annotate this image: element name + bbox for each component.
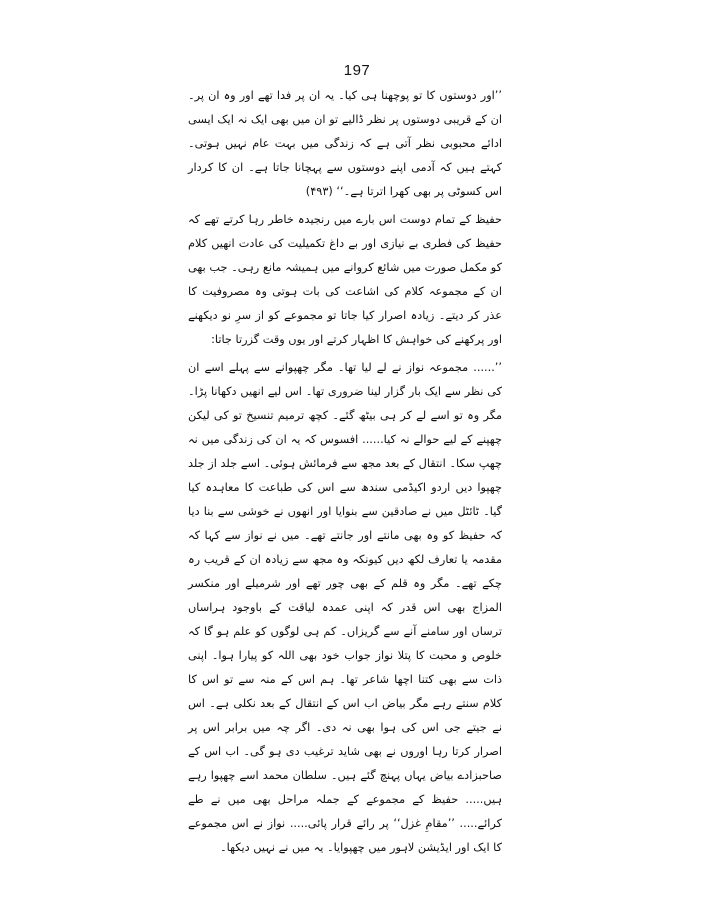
page-number: 197: [343, 62, 371, 79]
body-paragraph: حفیظ کے تمام دوست اس بارے میں رنجیدہ خاطر رہا کرتے تھے کہ حفیظ کی فطری بے نیازی اور بے داغ تکمیلیت کی عادت انھیں کلام کو مکمل صورت میں شائع کروانے میں ہمیشہ مانع رہی۔ جب بھی ان کے مجموعہ کلام کی اشاعت کی بات ہوتی وہ مصروفیت کا عذر کر دیتے۔ زیادہ اصرار کیا جاتا تو مجموعے کو از سرِ نو دیکھنے اور پرکھنے کی خواہش کا اظہار کرتے اور یوں وقت گزرتا جاتا:: [188, 213, 502, 346]
body-text: [188, 84, 502, 860]
quote-paragraph-2: ’’...... مجموعہ نواز نے لے لیا تھا۔ مگر چھپوانے سے پہلے اسے ان کی نظر سے ایک بار گزار لینا ضروری تھا۔ اس لیے انھیں دکھانا پڑا۔ مگر وہ تو اسے لے کر ہی بیٹھ گئے۔ کچھ ترمیم تنسیخ تو کی لیکن چھپنے کے لیے حوالے نہ کیا...... افسوس کہ یہ ان کی زندگی میں نہ چھپ سکا۔ انتقال کے بعد مجھ سے فرمائش ہوئی۔ اسے جلد از جلد چھپوا دیں اردو اکیڈمی سندھ سے اس کی طباعت کا معاہدہ کیا گیا۔ ٹائٹل میں نے صادقین سے بنوایا اور انھوں نے خوشی سے بنا دیا کہ حفیظ کو وہ بھی مانتے اور جانتے تھے۔ میں نے نواز سے کہا کہ مقدمہ یا تعارف لکھ دیں کیونکہ وہ مجھ سے زیادہ ان کے قریب رہ چکے تھے۔ مگر وہ قلم کے بھی چور تھے اور شرمیلے اور منکسر المزاج بھی اس قدر کہ اپنی عمدہ لیاقت کے باوجود ہراساں ترساں اور سامنے آنے سے گریزاں۔ کم ہی لوگوں کو علم ہو گا کہ خلوص و محبت کا پتلا نواز جواب خود بھی اللہ کو پیارا ہوا۔ اپنی ذات سے بھی کتنا اچھا شاعر تھا۔ ہم اس کے منہ سے تو اس کا کلام سنتے رہے مگر بیاض اب اس کے انتقال کے بعد نکلی ہے۔ اس نے جیتے جی اس کی ہوا بھی نہ دی۔ اگر چہ میں برابر اس پر اصرار کرتا رہا اوروں نے بھی شاید ترغیب دی ہو گی۔ اب اس کے صاحبزادے بیاض یہاں پہنچ گئے ہیں۔ سلطان محمد اسے چھپوا رہے ہیں..... حفیظ کے مجموعے کے جملہ مراحل بھی میں نے طے کرائے..... ’’مقامِ غزل‘‘ پر رائے قرار پائی..... نواز نے اس مجموعے کا ایک اور ایڈیشن لاہور میں چھپوایا۔ یہ میں نے نہیں دیکھا۔: [188, 361, 502, 854]
quote-paragraph-1: ’’اور دوستوں کا تو پوچھنا ہی کیا۔ یہ ان پر فدا تھے اور وہ ان پر۔ ان کے قریبی دوستوں پر نظر ڈالیے تو ان میں بھی ایک نہ ایک ایسی ادائے محبوبی نظر آتی ہے کہ زندگی میں بہت عام نہیں ہوتی۔ کہتے ہیں کہ آدمی اپنے دوستوں سے پہچانا جاتا ہے۔ ان کا کردار اس کسوٹی پر بھی کھرا اترتا ہے۔‘‘ (۴۹۳): [188, 89, 502, 198]
